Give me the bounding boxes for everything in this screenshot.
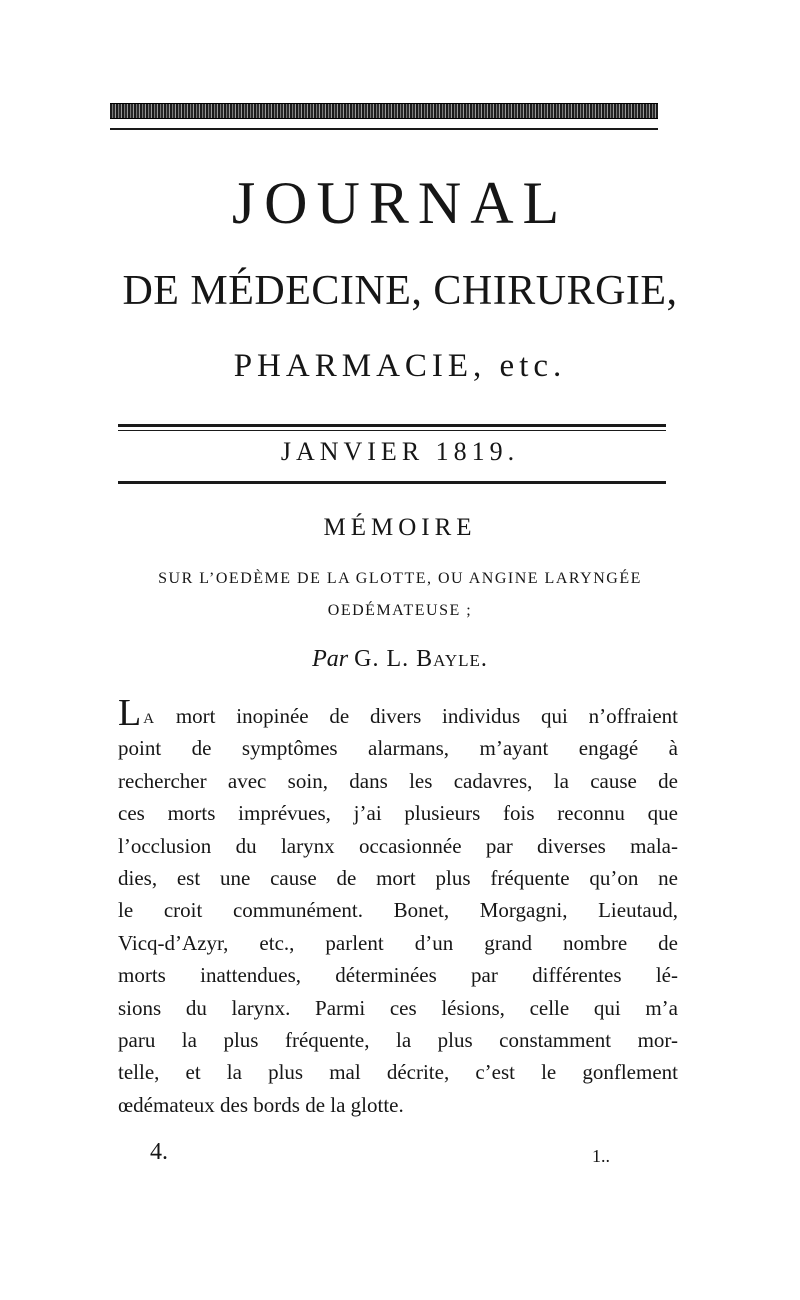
- body-line: telle, et la plus mal décrite, c’est le gonflement: [118, 1060, 678, 1085]
- folio-mark: 1..: [592, 1146, 610, 1166]
- article-author: [0, 644, 800, 674]
- body-line: l’occlusion du larynx occasionnée par diverses mala-: [118, 833, 678, 858]
- body-line: ces morts imprévues, j’ai plusieurs fois reconnu que: [118, 801, 678, 826]
- author-name: G. L. Bayle.: [354, 646, 488, 672]
- date-bottom-rule: [118, 481, 666, 484]
- body-line: point de symptômes alarmans, m’ayant engagé à: [118, 736, 678, 761]
- article-body: [118, 692, 679, 1121]
- body-line: le croit communément. Bonet, Morgagni, Lieutaud,: [118, 898, 678, 923]
- body-line: La mort inopinée de divers individus qui n’offraient: [118, 692, 679, 734]
- journal-title: JOURNAL: [231, 170, 569, 236]
- body-line: œdémateux des bords de la glotte.: [118, 1092, 404, 1117]
- date-top-rule-thin: [118, 430, 666, 431]
- article-heading: MÉMOIRE: [323, 514, 477, 541]
- journal-subtitle-line2: PHARMACIE, etc.: [233, 348, 567, 384]
- body-line: paru la plus fréquente, la plus constamment mor-: [118, 1028, 678, 1053]
- signature-mark: 4.: [150, 1139, 168, 1165]
- date-top-rule-thick: [118, 424, 666, 427]
- body-line: sions du larynx. Parmi ces lésions, celle qui m’a: [118, 995, 678, 1020]
- lead-in: a: [143, 704, 156, 728]
- drop-cap: L: [118, 692, 142, 734]
- author-prefix: Par: [312, 646, 349, 672]
- article-subject-line1: SUR L’OEDÈME DE LA GLOTTE, OU ANGINE LARYNGÉE: [158, 570, 642, 587]
- issue-date: JANVIER 1819.: [280, 437, 520, 466]
- body-line: rechercher avec soin, dans les cadavres, la cause de: [118, 768, 678, 793]
- body-line: Vicq-d’Azyr, etc., parlent d’un grand nombre de: [118, 930, 678, 955]
- header-ornament-band: [110, 103, 658, 119]
- body-line: morts inattendues, déterminées par différentes lé-: [118, 963, 678, 988]
- journal-subtitle-line1: DE MÉDECINE, CHIRURGIE,: [122, 268, 678, 314]
- body-line: dies, est une cause de mort plus fréquente qu’on ne: [118, 866, 678, 891]
- article-subject-line2: OEDÉMATEUSE ;: [327, 602, 473, 619]
- header-thin-rule: [110, 128, 658, 130]
